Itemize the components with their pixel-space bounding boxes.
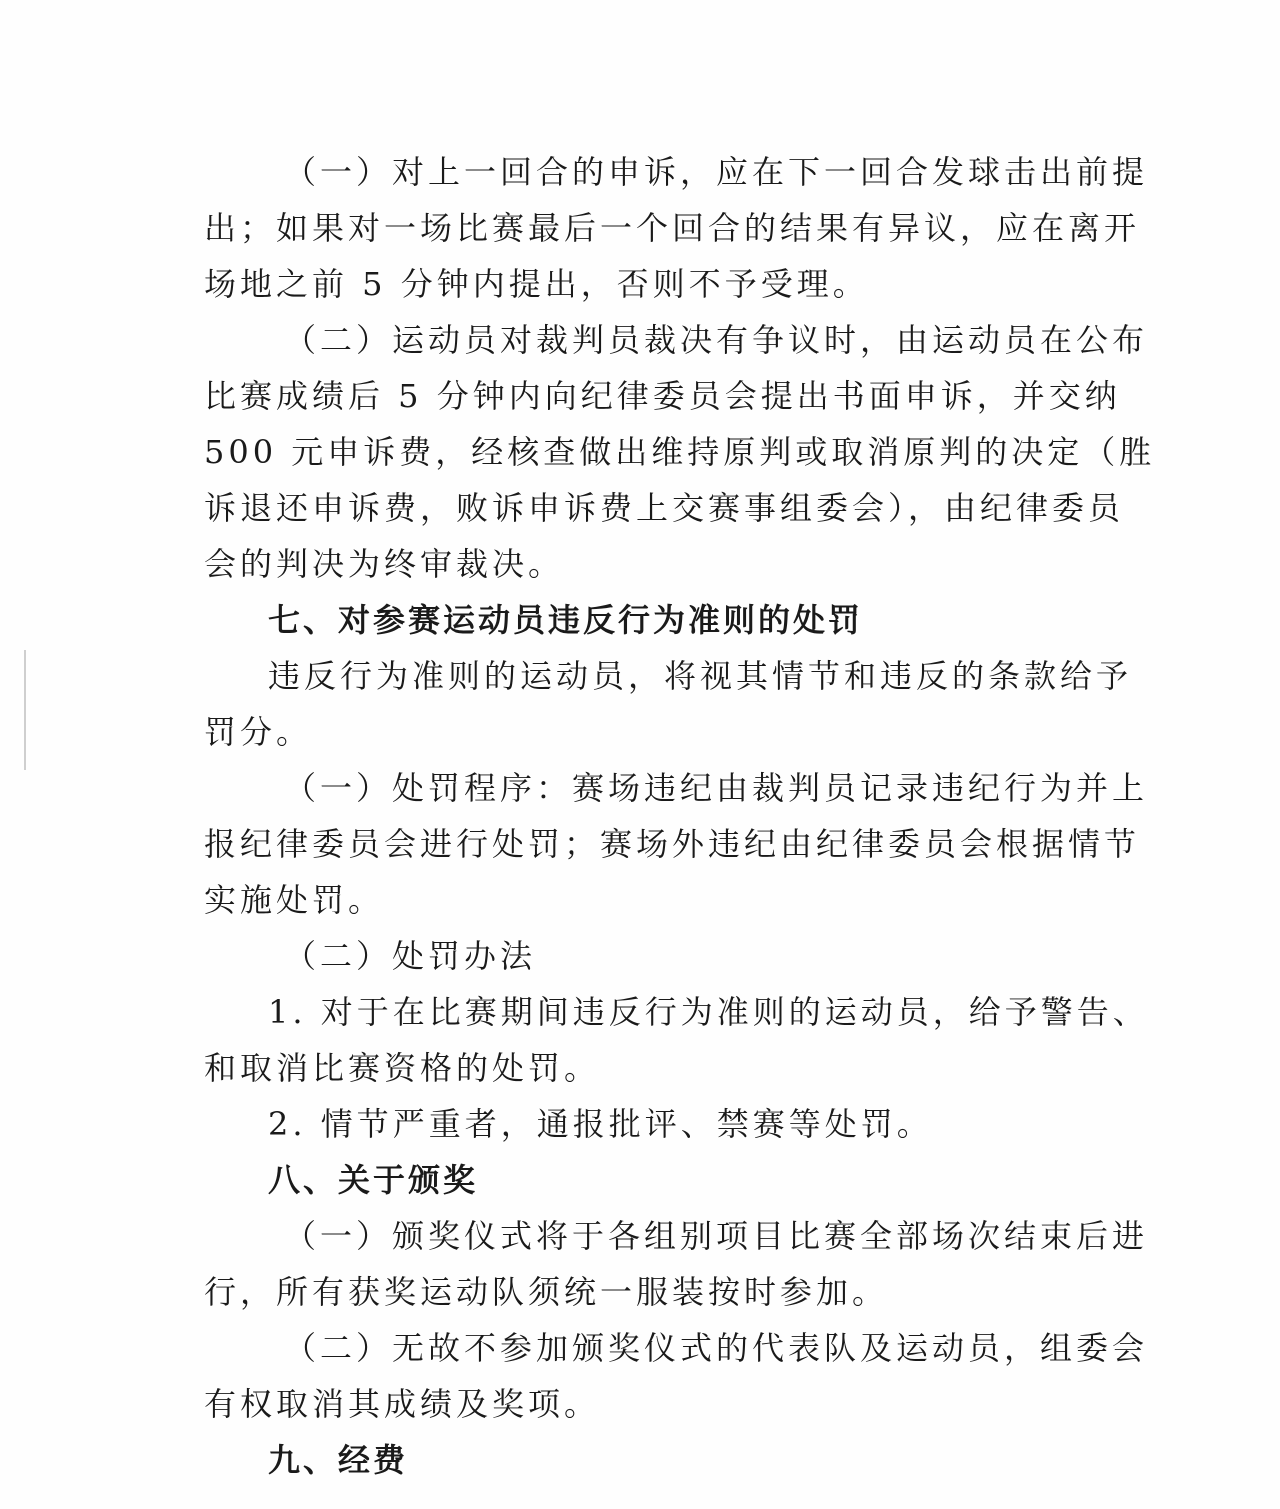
award-item-1-line-1: （一）颁奖仪式将于各组别项目比赛全部场次结束后进 — [284, 1217, 1149, 1255]
penalty-method-1-line-1: 1. 对于在比赛期间违反行为准则的运动员，给予警告、 — [268, 993, 1149, 1031]
appeal-item-2-line-2: 比赛成绩后 5 分钟内向纪律委员会提出书面申诉，并交纳 — [204, 377, 1121, 415]
section-7-intro-line-2: 罚分。 — [204, 713, 313, 751]
appeal-item-1-line-2: 出；如果对一场比赛最后一个回合的结果有异议，应在离开 — [204, 209, 1141, 247]
section-8-heading: 八、关于颁奖 — [268, 1161, 479, 1199]
appeal-item-2-line-5: 会的判决为终审裁决。 — [204, 545, 565, 583]
appeal-item-2-line-4: 诉退还申诉费，败诉申诉费上交赛事组委会），由纪律委员 — [204, 489, 1125, 527]
section-9-heading: 九、经费 — [268, 1441, 409, 1479]
appeal-item-1-line-3: 场地之前 5 分钟内提出，否则不予受理。 — [204, 265, 869, 303]
penalty-procedure-line-3: 实施处罚。 — [204, 881, 385, 919]
award-item-2-line-1: （二）无故不参加颁奖仪式的代表队及运动员，组委会 — [284, 1329, 1149, 1367]
scan-edge-mark — [24, 650, 26, 770]
penalty-method-2: 2. 情节严重者，通报批评、禁赛等处罚。 — [268, 1105, 933, 1143]
penalty-method-1-line-2: 和取消比赛资格的处罚。 — [204, 1049, 601, 1087]
section-7-intro-line-1: 违反行为准则的运动员，将视其情节和违反的条款给予 — [268, 657, 1133, 695]
section-7-heading: 七、对参赛运动员违反行为准则的处罚 — [268, 601, 864, 639]
appeal-item-2-line-3: 500 元申诉费，经核查做出维持原判或取消原判的决定（胜 — [204, 433, 1156, 471]
appeal-item-2-line-1: （二）运动员对裁判员裁决有争议时，由运动员在公布 — [284, 321, 1149, 359]
penalty-method-heading: （二）处罚办法 — [284, 937, 537, 975]
penalty-procedure-line-2: 报纪律委员会进行处罚；赛场外违纪由纪律委员会根据情节 — [204, 825, 1141, 863]
award-item-1-line-2: 行，所有获奖运动队须统一服装按时参加。 — [204, 1273, 889, 1311]
appeal-item-1-line-1: （一）对上一回合的申诉，应在下一回合发球击出前提 — [284, 153, 1149, 191]
document-body — [204, 144, 1156, 1488]
award-item-2-line-2: 有权取消其成绩及奖项。 — [204, 1385, 601, 1423]
penalty-procedure-line-1: （一）处罚程序：赛场违纪由裁判员记录违纪行为并上 — [284, 769, 1149, 807]
